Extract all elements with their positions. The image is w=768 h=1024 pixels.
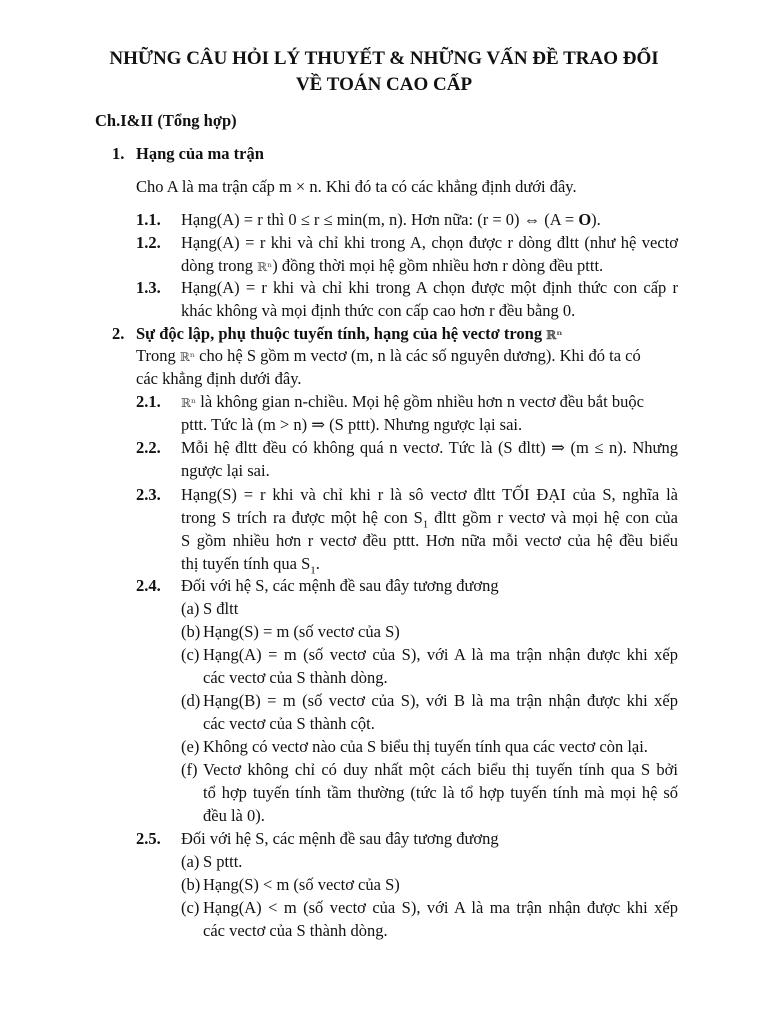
item-2-2-number: 2.2. <box>136 438 161 457</box>
item-2-4-f-line-2: tổ hợp tuyến tính tầm thường (tức là tổ hợp tuyến tính mà mọi hệ số <box>203 783 678 802</box>
item-2-5-a-text: S pttt. <box>203 852 243 871</box>
chapter-heading: Ch.I&II (Tổng hợp) <box>95 111 237 130</box>
item-1-1-number: 1.1. <box>136 210 161 229</box>
item-1-3-line-2: khác không và mọi định thức con cấp cao hơn r đều bằng 0. <box>181 301 576 320</box>
document-title-line-2: VỀ TOÁN CAO CẤP <box>295 74 473 95</box>
section-2-intro-line-1 <box>136 345 678 368</box>
section-2-intro-a: Trong <box>136 346 180 365</box>
real-space-symbol: ℝⁿ <box>179 350 196 364</box>
item-2-4-number: 2.4. <box>136 576 161 595</box>
item-2-3-line-2-a: trong S trích ra được một hệ con S <box>181 508 423 527</box>
item-2-3-line-4-b: . <box>315 554 320 573</box>
subscript: 1 <box>310 564 316 577</box>
item-2-1-line-2: pttt. Tức là (m > n) ⇒ (S pttt). Nhưng ngược lại sai. <box>181 415 523 434</box>
section-2-intro-b: cho hệ S gồm m vectơ (m, n là các số nguyên dương). Khi đó ta có <box>199 346 641 365</box>
item-2-1-number: 2.1. <box>136 392 161 411</box>
item-2-5-b-label: (b) <box>181 875 201 894</box>
item-2-2-line-2: ngược lại sai. <box>181 461 270 480</box>
section-1-number: 1. <box>112 144 125 163</box>
item-1-2-line-1: Hạng(A) = r khi và chỉ khi trong A, chọn được r dòng đltt (như hệ vectơ <box>181 233 678 252</box>
item-2-4-e-label: (e) <box>181 737 200 756</box>
item-2-3-line-4-a: thị tuyến tính qua S <box>181 554 311 573</box>
item-2-5-a-label: (a) <box>181 852 200 871</box>
item-2-3-number: 2.3. <box>136 485 161 504</box>
item-2-5-number: 2.5. <box>136 829 161 848</box>
subscript: 1 <box>422 518 429 531</box>
item-2-4-e-text: Không có vectơ nào của S biểu thị tuyến tính qua các vectơ còn lại. <box>203 737 648 756</box>
item-2-5-b-text: Hạng(S) < m (số vectơ của S) <box>203 875 400 894</box>
item-1-2-line-2-a: dòng trong <box>181 256 258 275</box>
item-2-4-c-line-2: các vectơ của S thành dòng. <box>203 668 388 687</box>
item-2-4-f-line-1: Vectơ không chỉ có duy nhất một cách biểu thị tuyến tính qua S bởi <box>203 760 678 779</box>
item-2-5-c-line-2: các vectơ của S thành dòng. <box>203 921 388 940</box>
item-1-1-text-end: ). <box>591 210 601 229</box>
item-2-5-c-label: (c) <box>181 898 200 917</box>
item-2-3-line-1: Hạng(S) = r khi và chỉ khi r là sô vectơ đltt TỐI ĐẠI của S, nghĩa là <box>181 485 678 504</box>
item-2-4-c-line-1: Hạng(A) = m (số vectơ của S), với A là ma trận nhận được khi xếp <box>203 645 678 664</box>
item-2-4-a-text: S đltt <box>203 599 239 618</box>
item-2-4-b-label: (b) <box>181 622 201 641</box>
real-space-symbol: ℝⁿ <box>257 260 273 274</box>
item-2-3-line-3: S gồm nhiều hơn r vectơ đều pttt. Hơn nữa mỗi vectơ của hệ đều biểu <box>181 531 678 550</box>
item-1-3-number: 1.3. <box>136 278 161 297</box>
section-2-heading-text: Sự độc lập, phụ thuộc tuyến tính, hạng của hệ vectơ trong <box>136 324 547 343</box>
item-2-3-line-4 <box>181 553 320 575</box>
real-space-symbol: ℝⁿ <box>181 396 197 410</box>
item-2-4-f-label: (f) <box>181 760 198 779</box>
item-2-2-line-1: Mỗi hệ đltt đều có không quá n vectơ. Tức là (S đltt) ⇒ (m ≤ n). Nhưng <box>181 438 678 457</box>
document-title-line-1: NHỮNG CÂU HỎI LÝ THUYẾT & NHỮNG VẤN ĐỀ TRAO ĐỔI <box>109 48 659 69</box>
item-2-4-heading: Đối với hệ S, các mệnh đề sau đây tương đương <box>181 576 499 595</box>
item-2-4-d-label: (d) <box>181 691 201 710</box>
item-1-2-line-2 <box>181 255 603 278</box>
item-2-4-d-line-2: các vectơ của S thành cột. <box>203 714 375 733</box>
zero-matrix-symbol: O <box>578 210 592 229</box>
section-2-number: 2. <box>112 324 125 343</box>
item-2-5-heading: Đối với hệ S, các mệnh đề sau đây tương đương <box>181 829 499 848</box>
item-2-4-c-label: (c) <box>181 645 200 664</box>
section-1-heading: Hạng của ma trận <box>136 144 264 163</box>
item-2-4-a-label: (a) <box>181 599 200 618</box>
section-2-heading <box>136 323 562 346</box>
item-2-3-line-2 <box>181 507 678 529</box>
item-1-3-line-1: Hạng(A) = r khi và chỉ khi trong A chọn được một định thức con cấp r <box>181 278 678 297</box>
item-2-4-b-text: Hạng(S) = m (số vectơ của S) <box>203 622 400 641</box>
item-2-3-line-2-b: đltt gồm r vectơ và mọi hệ con của <box>428 508 678 527</box>
item-1-1-text-main: Hạng(A) = r thì 0 ≤ r ≤ min(m, n). Hơn nữa: (r = 0) ⇔ (A = <box>181 210 579 229</box>
item-2-4-f-line-3: đều là 0). <box>203 806 265 825</box>
item-2-1-line-1-text: là không gian n-chiều. Mọi hệ gồm nhiều hơn n vectơ đều bắt buộc <box>200 392 644 411</box>
item-2-1-line-1 <box>181 391 644 414</box>
section-1-intro: Cho A là ma trận cấp m × n. Khi đó ta có các khẳng định dưới đây. <box>136 177 577 196</box>
item-2-4-d-line-1: Hạng(B) = m (số vectơ của S), với B là ma trận nhận được khi xếp <box>203 691 678 710</box>
item-1-2-line-2-b: ) đồng thời mọi hệ gồm nhiều hơn r dòng đều pttt. <box>272 256 604 275</box>
real-space-symbol: ℝⁿ <box>546 328 563 342</box>
item-1-2-number: 1.2. <box>136 233 161 252</box>
section-2-intro-line-2: các khẳng định dưới đây. <box>136 369 302 388</box>
item-1-1-text <box>181 209 601 231</box>
item-2-5-c-line-1: Hạng(A) < m (số vectơ của S), với A là ma trận nhận được khi xếp <box>203 898 678 917</box>
